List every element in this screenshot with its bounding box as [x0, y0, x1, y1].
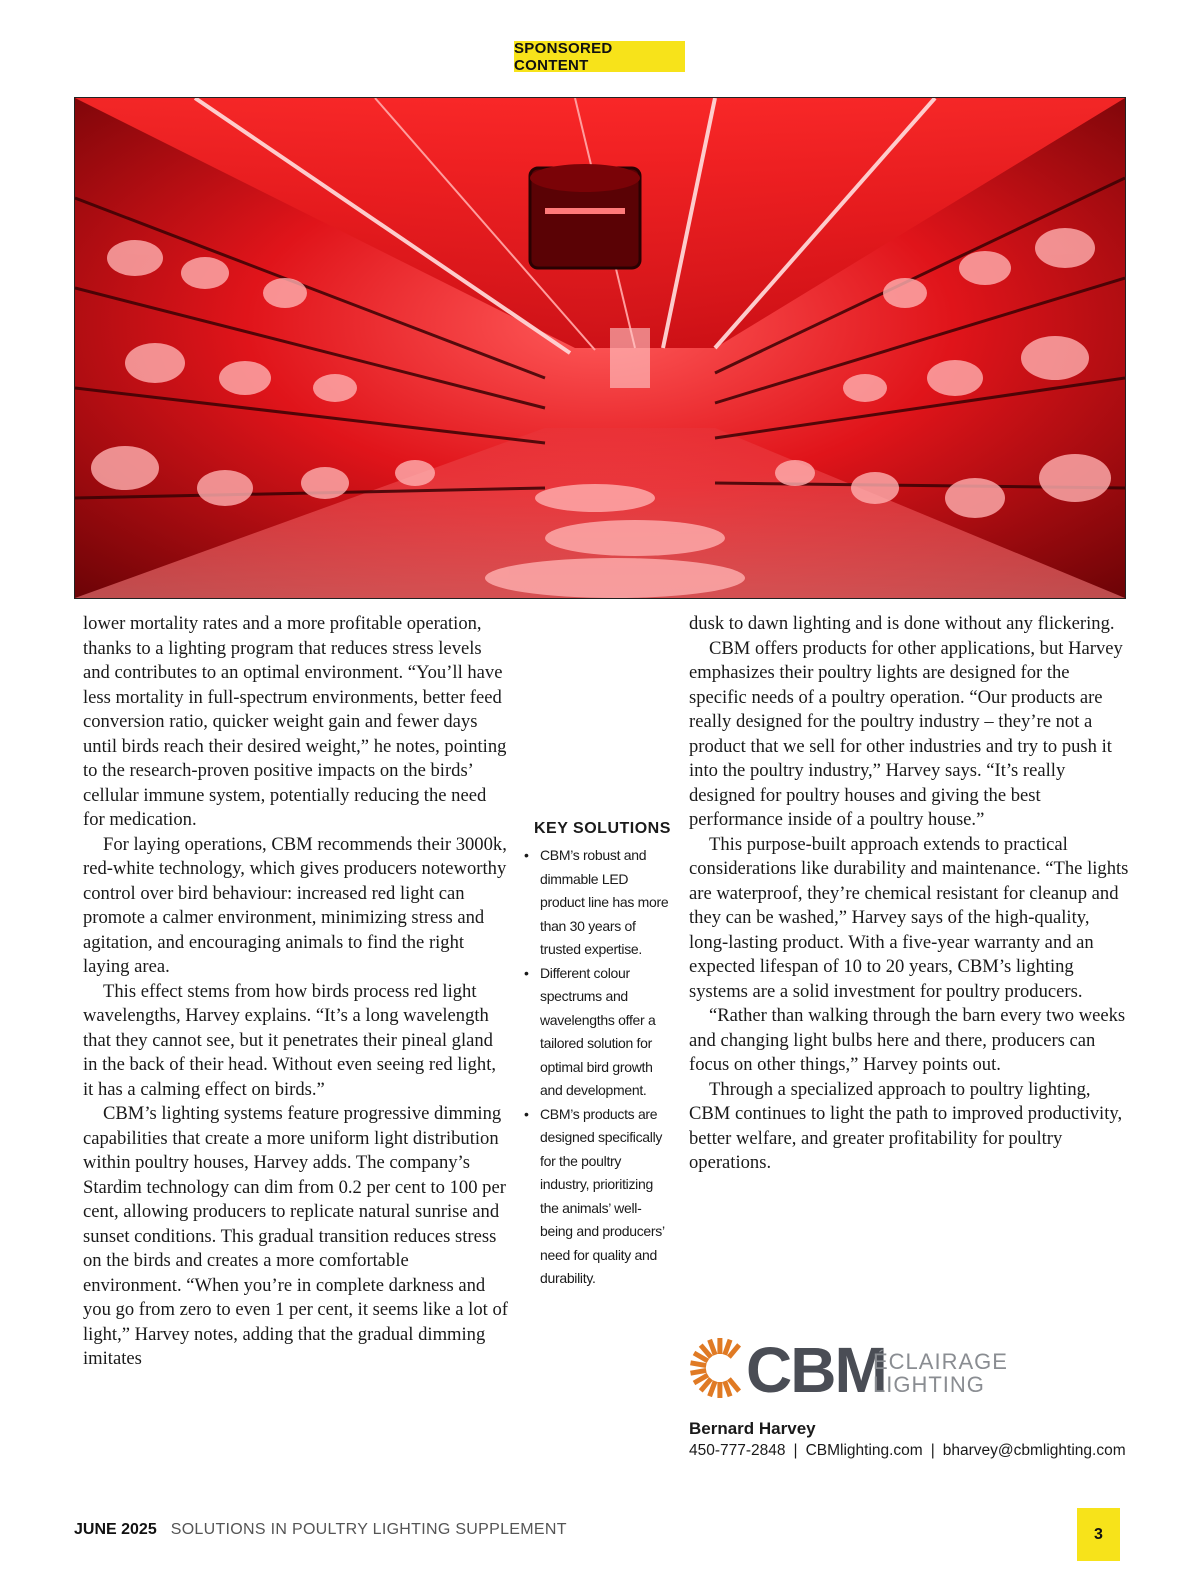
cbm-logo	[688, 1336, 1008, 1400]
article-paragraph: CBM offers products for other applications, but Harvey emphasizes their poultry lights are designed for the specific needs of a poultry operation. “Our products are really designed for the poultry industry – they’re not a product that we sell for other industries and try to push it into the poultry industry,” Harvey says. “It’s really designed for poultry houses and giving the best performance inside of a poultry house.”	[689, 637, 1123, 830]
article-paragraph: This effect stems from how birds process red light wavelengths, Harvey explains. “It’s a long wavelength that they cannot see, but it penetrates their pineal gland in the back of their head. Without even seeing red light, it has a calming effect on birds.”	[83, 980, 497, 1100]
sunburst-ray	[691, 1370, 707, 1373]
key-solutions-list	[524, 844, 672, 1291]
list-item	[524, 962, 672, 1103]
contact-website-link[interactable]: CBMlighting.com	[805, 1442, 923, 1459]
bullet-icon: •	[524, 964, 529, 981]
contact-separator: |	[930, 1442, 935, 1459]
sunburst-ray	[729, 1379, 739, 1391]
sunburst-ray	[710, 1381, 716, 1396]
article-column-right	[689, 612, 1129, 1176]
article-paragraph: CBM’s lighting systems feature progressive dimming capabilities that create a more uniform light distribution within poultry houses, Harvey adds. The company’s Stardim technology can dim from 0.2 per cent to 100 per cent, allowing producers to replicate natural sunrise and sunset conditions. This gradual transition reduces stress on the birds and creates a more comfortable environment. “When you’re in complete darkness and you go from zero to even 1 per cent, it seems like a lot of light,” Harvey notes, adding that the gradual dimming imitates	[83, 1103, 508, 1369]
sunburst-ray	[691, 1363, 707, 1366]
page-number-badge	[1077, 1508, 1120, 1561]
footer-date: JUNE 2025	[74, 1521, 157, 1538]
sunburst-ray	[729, 1345, 739, 1357]
key-solution-text: Different colour spectrums and wavelengths offer a tailored solution for optimal bird growth and development.	[540, 964, 656, 1098]
key-solution-text: CBM’s products are designed specifically for the poultry industry, prioritizing the animals’ well-being and producers’ need for quality and durability.	[540, 1105, 665, 1286]
key-solution-text: CBM’s robust and dimmable LED product line has more than 30 years of trusted expertise.	[540, 847, 669, 957]
contact-name: Bernard Harvey	[689, 1419, 816, 1438]
list-item	[524, 1103, 672, 1291]
page-number: 3	[1094, 1525, 1103, 1543]
page-footer	[74, 1521, 567, 1539]
sunburst-ray	[725, 1340, 730, 1355]
sponsored-content-badge	[514, 41, 685, 72]
contact-separator: |	[793, 1442, 798, 1459]
bullet-icon: •	[524, 847, 529, 863]
key-solutions-sidebar	[524, 820, 672, 1291]
logo-brand-text: CBM	[746, 1336, 886, 1400]
article-paragraph: Through a specialized approach to poultry lighting, CBM continues to light the path to improved productivity, better welfare, and greater profitability for poultry operations.	[689, 1078, 1123, 1173]
logo-subtitle-lighting: LIGHTING	[873, 1372, 985, 1397]
sponsored-label: SPONSORED CONTENT	[514, 39, 613, 74]
key-solutions-title: KEY SOLUTIONS	[534, 820, 671, 837]
bullet-icon: •	[524, 1105, 529, 1122]
poultry-barn-illustration	[75, 98, 1125, 598]
article-paragraph: This purpose-built approach extends to practical considerations like durability and maintenance. “The lights are waterproof, they’re chemical resistant for cleanup and they can be washed,” Harvey says of the high-quality, long-lasting product. With a five-year warranty and an expected lifespan of 10 to 20 years, CBM’s lighting systems are a solid investment for poultry producers.	[689, 833, 1129, 1002]
contact-phone: 450-777-2848	[689, 1442, 786, 1459]
sunburst-icon	[691, 1338, 740, 1398]
article-paragraph: “Rather than walking through the barn every two weeks and changing light bulbs here and there, producers can focus on other things,” Harvey points out.	[689, 1005, 1126, 1075]
cbm-logo-graphic	[688, 1336, 1008, 1400]
article-paragraph: For laying operations, CBM recommends their 3000k, red-white technology, which gives producers noteworthy control over bird behaviour: increased red light can promote a calmer environment, minimizing stress and agitation, and encouraging animals to find the right laying area.	[83, 833, 507, 977]
sunburst-ray	[725, 1381, 730, 1396]
list-item	[524, 844, 672, 962]
poultry-barn-photo	[74, 97, 1126, 599]
logo-subtitle-eclairage: ÉCLAIRAGE	[873, 1349, 1008, 1374]
contact-details	[689, 1442, 1126, 1460]
footer-publication: SOLUTIONS IN POULTRY LIGHTING SUPPLEMENT	[170, 1521, 567, 1538]
sunburst-ray	[710, 1340, 716, 1355]
article-column-left	[83, 612, 508, 1372]
article-paragraph: dusk to dawn lighting and is done without any flickering.	[689, 613, 1115, 634]
article-paragraph: lower mortality rates and a more profitable operation, thanks to a lighting program that reduces stress levels and contributes to an optimal environment. “You’ll have less mortality in full-spectrum environments, better feed conversion ratio, quicker weight gain and fewer days until birds reach their desired weight,” he notes, pointing to the research-proven positive impacts on the birds’ cellular immune system, potentially reducing the need for medication.	[83, 613, 507, 830]
contact-email-link[interactable]: bharvey@cbmlighting.com	[942, 1442, 1126, 1459]
